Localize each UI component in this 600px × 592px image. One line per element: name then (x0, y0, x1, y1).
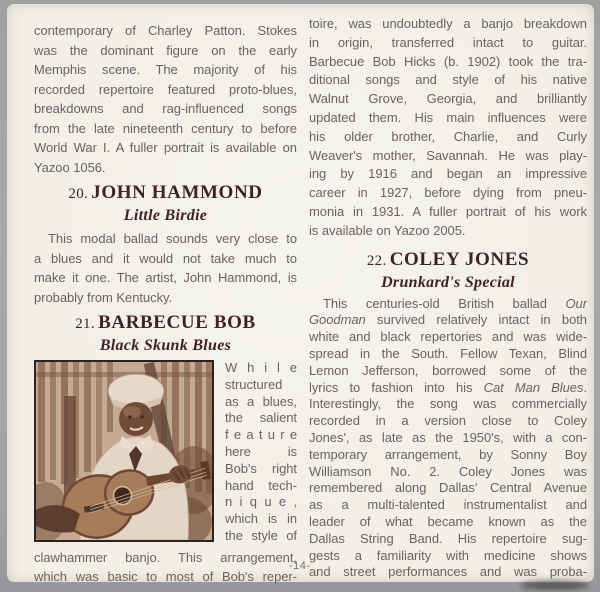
section-heading-20 (34, 181, 297, 226)
track-number-22: 22. (366, 252, 387, 269)
text-line: remembered along Dallas' Central Avenue (309, 480, 587, 496)
text-line: toire, was undoubtedly a banjo breakdown (309, 16, 587, 31)
text-line: ing by 1916 and began an impressive (309, 166, 587, 182)
text-line: in origin, transferred intact to guitar. (309, 34, 587, 50)
text-line: Yazoo 1056. (34, 159, 106, 175)
right-column (309, 15, 587, 581)
text-line: is available on Yazoo 2005. (309, 222, 466, 238)
paragraph-barbecue-bob-below (34, 548, 297, 587)
text-line: gests a familiarity with medicine shows (309, 547, 587, 563)
text-line: structured (225, 376, 283, 392)
text-line: the style of (225, 527, 297, 543)
text-line: recorded in a version close to Coley (309, 413, 587, 429)
text-line: This centuries-old British ballad Our (323, 295, 587, 311)
artist-name-coley-jones: COLEY JONES (389, 248, 530, 270)
text-line: Jones', as late as the 1950's, with a con- (309, 429, 587, 445)
text-line: and street performances and was proba- (309, 564, 587, 580)
text-line: f e a t u r e (225, 427, 297, 443)
text-line: Williamson No. 2. Coley Jones was (309, 463, 587, 479)
text-line: make it one. The artist, John Hammond, is (34, 270, 297, 285)
paragraph-john-hammond (34, 229, 297, 307)
song-title-drunkards-special: Drunkard's Special (381, 273, 515, 291)
left-column (34, 21, 297, 587)
text-line: which is in (225, 511, 297, 527)
barbecue-bob-photo-illustration (36, 362, 212, 540)
paragraph-coley-jones (309, 296, 587, 582)
text-line: Goodman survived relatively intact in both (309, 312, 587, 328)
text-line: Interestingly, the song was commercially (309, 396, 587, 412)
paragraph-barbecue-continuation (309, 15, 587, 241)
text-line: here is (225, 443, 297, 459)
text-line: monia in 1931. A fuller portrait of his work (309, 203, 587, 219)
text-line: white and black repertories and was wide- (309, 329, 587, 345)
section-heading-22 (309, 248, 587, 293)
text-line: Barbecue Bob Hicks (b. 1902) took the tra- (309, 53, 587, 69)
text-line: Weaver's mother, Savannah. He was play- (309, 147, 587, 163)
text-line: his older brother, Charlie, and Curly (309, 128, 587, 144)
artist-name-barbecue-bob: BARBECUE BOB (98, 312, 256, 333)
text-line: temporary arrangement, by Sonny Boy (309, 446, 587, 462)
paragraph-stokes-continuation (34, 21, 297, 177)
artist-name-john-hammond: JOHN HAMMOND (91, 182, 263, 203)
track-number-21: 21. (75, 316, 95, 332)
booklet-page (7, 4, 594, 585)
barbecue-bob-photo (34, 360, 214, 542)
text-line: Memphis scene. The majority of his (34, 62, 297, 77)
song-title-black-skunk-blues: Black Skunk Blues (99, 337, 232, 354)
text-line: was the dominant figure on the early (34, 42, 297, 58)
text-line: career in 1927, before dying from pneu- (309, 185, 587, 201)
text-line: W h i l e (225, 360, 297, 375)
text-line: a blues and it would not take much to (34, 250, 297, 266)
text-line: hand tech- (225, 477, 297, 493)
text-line: lyrics to fashion into his Cat Man Blues. (309, 379, 587, 395)
text-line: n i q u e , (225, 494, 297, 510)
text-line: ditional songs and style of his native (309, 72, 587, 88)
text-line: as a blues, (225, 393, 297, 409)
scan-smudge (520, 581, 590, 590)
text-line: spread in the South. Fellow Texan, Blind (309, 345, 587, 361)
text-line: contemporary of Charley Patton. Stokes (34, 23, 297, 38)
text-line: World War I. A fuller portrait is available on (34, 140, 297, 155)
paragraph-barbecue-bob-wrap (225, 360, 297, 545)
text-line: Walnut Grove, Georgia, and brilliantly (309, 91, 587, 107)
text-line: as a multi-talented instrumentalist and (309, 497, 587, 513)
track-number-20: 20. (68, 186, 89, 202)
song-title-little-birdie: Little Birdie (123, 207, 208, 224)
text-line: from the late nineteenth century to before (34, 120, 297, 136)
text-line: probably from Kentucky. (34, 289, 173, 305)
text-line: Dallas String Band. His repertoire sug- (309, 530, 587, 546)
text-line: leader of what became known as the (309, 513, 587, 529)
text-line: recorded repertoire featured proto-blues, (34, 81, 297, 97)
text-line: This modal ballad sounds very close to (48, 231, 297, 246)
text-line: the salient (225, 410, 297, 426)
text-line: breakdowns and rag-influenced songs (34, 101, 297, 116)
text-line: Lemon Jefferson, borrowed some of the (309, 362, 587, 378)
text-line: clawhammer banjo. This arrangement, (34, 549, 297, 565)
page-number: -14- (289, 560, 311, 572)
photo-and-text-row (34, 360, 297, 545)
text-line: which was basic to most of Bob's reper- (34, 569, 297, 585)
text-line: updated them. His main influences were (309, 109, 587, 125)
text-line: Bob's right (225, 460, 297, 476)
section-heading-21 (34, 311, 297, 356)
